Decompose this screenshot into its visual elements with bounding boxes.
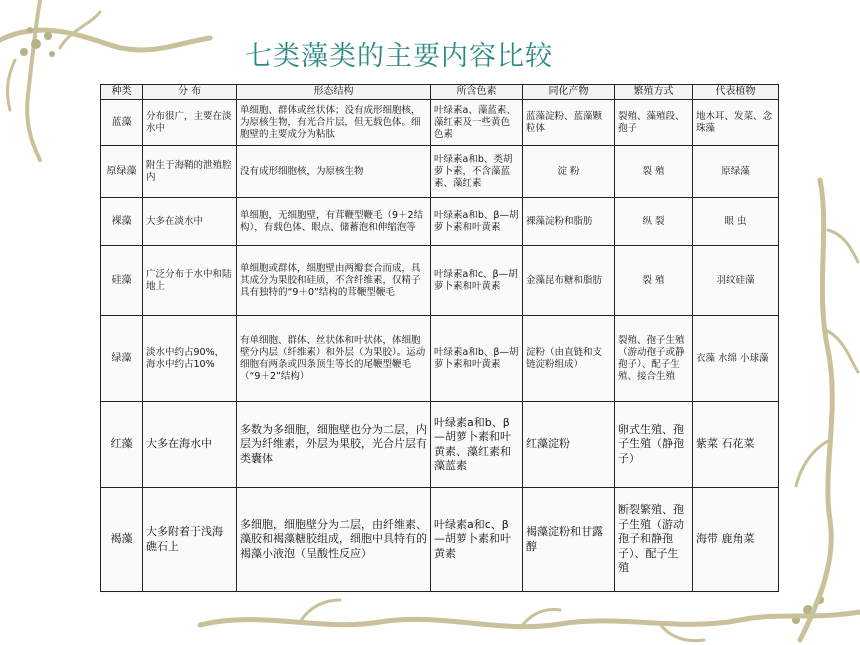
products-cell: 褐藻淀粉和甘露醇 [523, 488, 615, 592]
examples-cell: 衣藻 水绵 小球藻 [693, 316, 779, 402]
distribution-cell: 淡水中约占90%，海水中约占10% [143, 316, 237, 402]
table-row [101, 100, 779, 146]
algae-comparison-table-image [100, 84, 778, 594]
distribution-cell: 广泛分布于水中和陆地上 [143, 246, 237, 316]
examples-cell: 羽纹硅藻 [693, 246, 779, 316]
table-row [101, 488, 779, 592]
reproduction-cell: 纵 裂 [615, 198, 693, 246]
examples-cell: 地木耳、发菜、念珠藻 [693, 100, 779, 146]
table-row [101, 402, 779, 488]
products-cell: 蓝藻淀粉、蓝藻颗粒体 [523, 100, 615, 146]
algae-name: 褐藻 [101, 488, 143, 592]
distribution-cell: 大多附着于浅海礁石上 [143, 488, 237, 592]
reproduction-cell: 裂殖、孢子生殖（游动孢子或静孢子）、配子生殖、接合生殖 [615, 316, 693, 402]
reproduction-cell: 裂 殖 [615, 146, 693, 198]
pigments-cell: 叶绿素a和b、β—胡萝卜素和叶黄素 [431, 316, 523, 402]
reproduction-cell: 裂 殖 [615, 246, 693, 316]
distribution-cell: 大多在海水中 [143, 402, 237, 488]
table-row [101, 198, 779, 246]
pigments-cell: 叶绿素a和b、类胡萝卜素，不含藻蓝素、藻红素 [431, 146, 523, 198]
pigments-cell: 叶绿素a和c、β—胡萝卜素和叶黄素 [431, 488, 523, 592]
table-row [101, 316, 779, 402]
header-cell: 分 布 [143, 85, 237, 100]
structure-cell: 单细胞，无细胞壁，有茸鞭型鞭毛（9＋2结构），有载色体、眼点、储蓄泡和伸缩泡等 [237, 198, 431, 246]
distribution-cell: 分布很广，主要在淡水中 [143, 100, 237, 146]
products-cell: 红藻淀粉 [523, 402, 615, 488]
products-cell: 淀粉（由直链和支链淀粉组成） [523, 316, 615, 402]
header-cell: 所含色素 [431, 85, 523, 100]
table-row [101, 246, 779, 316]
structure-cell: 单细胞、群体或丝状体；没有成形细胞核，为原核生物，有光合片层，但无载色体。细胞壁的主要成分为粘肽 [237, 100, 431, 146]
algae-name: 绿藻 [101, 316, 143, 402]
algae-comparison-table [100, 84, 779, 592]
reproduction-cell: 裂殖、藻殖段、孢子 [615, 100, 693, 146]
algae-name: 裸藻 [101, 198, 143, 246]
products-cell: 金藻昆布糖和脂肪 [523, 246, 615, 316]
examples-cell: 紫菜 石花菜 [693, 402, 779, 488]
structure-cell: 没有成形细胞核，为原核生物 [237, 146, 431, 198]
algae-name: 原绿藻 [101, 146, 143, 198]
algae-name: 蓝藻 [101, 100, 143, 146]
table-row [101, 146, 779, 198]
pigments-cell: 叶绿素a和c、β—胡萝卜素和叶黄素 [431, 246, 523, 316]
header-cell: 代表植物 [693, 85, 779, 100]
reproduction-cell: 断裂繁殖、孢子生殖（游动孢子和静孢子）、配子生殖 [615, 488, 693, 592]
examples-cell: 原绿藻 [693, 146, 779, 198]
products-cell: 淀 粉 [523, 146, 615, 198]
slide-title: 七类藻类的主要内容比较 [245, 41, 553, 72]
distribution-cell: 大多在淡水中 [143, 198, 237, 246]
structure-cell: 多数为多细胞，细胞壁也分为二层，内层为纤维素，外层为果胶，光合片层有类囊体 [237, 402, 431, 488]
header-cell: 形态结构 [237, 85, 431, 100]
structure-cell: 单细胞或群体，细胞壁由两瓣套合而成，具其成分为果胶和硅质，不含纤维素，仅精子具有独特的“9＋0”结构的茸鞭型鞭毛 [237, 246, 431, 316]
pigments-cell: 叶绿素a和b、β—胡萝卜素和叶黄素、藻红素和藻蓝素 [431, 402, 523, 488]
examples-cell: 眼 虫 [693, 198, 779, 246]
algae-name: 硅藻 [101, 246, 143, 316]
products-cell: 裸藻淀粉和脂肪 [523, 198, 615, 246]
distribution-cell: 附生于海鞘的泄殖腔内 [143, 146, 237, 198]
table-header-row [101, 85, 779, 100]
pigments-cell: 叶绿素a和b、β—胡萝卜素和叶黄素 [431, 198, 523, 246]
pigments-cell: 叶绿素a、藻蓝素、藻红素及一些黄色色素 [431, 100, 523, 146]
structure-cell: 有单细胞、群体、丝状体和叶状体，体细胞壁分内层（纤维素）和外层（为果胶）。运动细胞有两条或四条顶生等长的尾鞭型鞭毛（“9＋2”结构） [237, 316, 431, 402]
header-cell: 种类 [101, 85, 143, 100]
algae-name: 红藻 [101, 402, 143, 488]
header-cell: 同化产物 [523, 85, 615, 100]
examples-cell: 海带 鹿角菜 [693, 488, 779, 592]
structure-cell: 多细胞，细胞壁分为二层，由纤维素、藻胶和褐藻糖胶组成，细胞中具特有的褐藻小液泡（呈酸性反应） [237, 488, 431, 592]
header-cell: 繁殖方式 [615, 85, 693, 100]
reproduction-cell: 卵式生殖、孢子生殖（静孢子） [615, 402, 693, 488]
